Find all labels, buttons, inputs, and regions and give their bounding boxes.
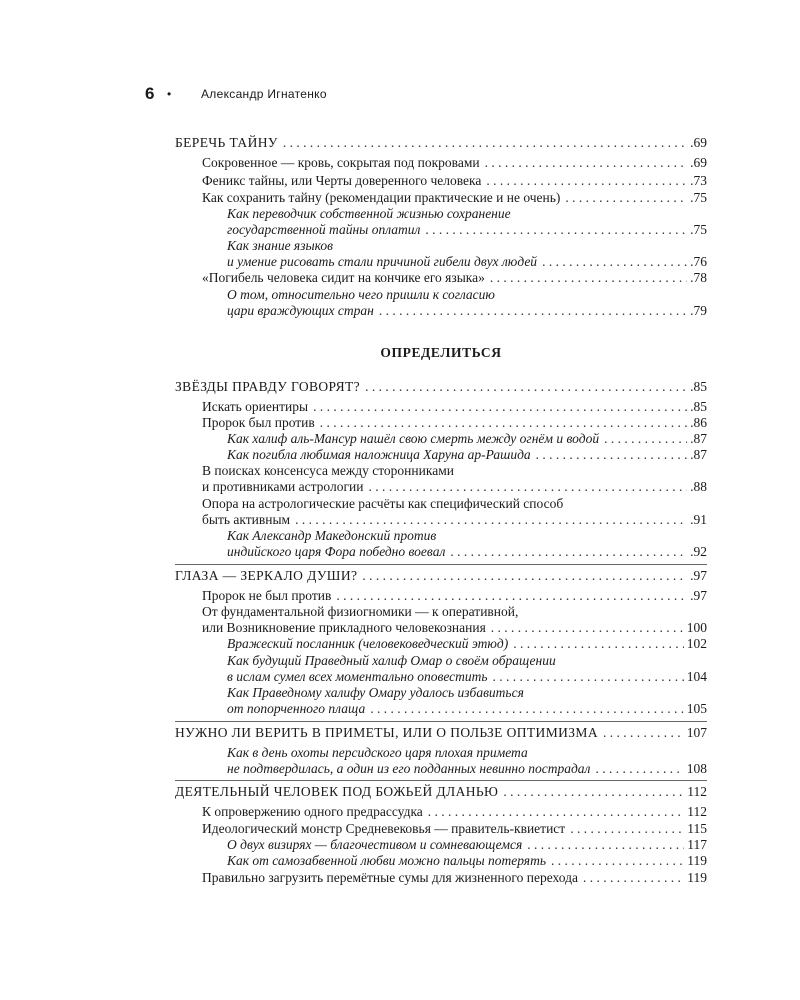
toc-subentry: [175, 685, 707, 701]
leader-dots: [595, 761, 683, 777]
entry-title: Пророк был против: [202, 415, 315, 430]
author-name: Александр Игнатенко: [201, 87, 327, 101]
toc-entry: [175, 604, 707, 620]
leader-dots: [486, 173, 687, 189]
entry-title: О двух визирях — благочестивом и сомневающемся: [227, 837, 523, 852]
leader-dots: [485, 155, 687, 171]
section-title: ДЕЯТЕЛЬНЫЙ ЧЕЛОВЕК ПОД БОЖЬЕЙ ДЛАНЬЮ: [175, 784, 499, 799]
toc-subentry: [175, 238, 707, 254]
entry-title: Искать ориентиры: [202, 399, 309, 414]
page-ref: 112: [687, 784, 707, 799]
entry-title: Опора на астрологические расчёты как специфический способ: [202, 496, 564, 511]
leader-dots: [365, 379, 687, 395]
toc-entry: [175, 155, 707, 171]
entry-title: Как в день охоты персидского царя плохая примета: [227, 745, 528, 760]
entry-title: цари враждующих стран: [227, 303, 374, 318]
entry-title: быть активным: [202, 512, 291, 527]
leader-dots: [491, 620, 684, 636]
toc-subentry: [175, 636, 707, 652]
page-ref: .79: [690, 303, 707, 318]
entry-title: Как от самозабвенной любви можно пальцы потерять: [227, 853, 546, 868]
page-ref: 119: [687, 870, 707, 885]
entry-title: Правильно загрузить перемётные сумы для жизненного перехода: [202, 870, 578, 885]
page-ref: 117: [687, 837, 707, 852]
entry-title: Как Александр Македонский против: [227, 528, 437, 543]
entry-title: от попорченного плаща: [227, 701, 366, 716]
leader-dots: [295, 512, 687, 528]
toc-subentry: [175, 544, 707, 560]
leader-dots: [320, 415, 687, 431]
page-ref: .92: [690, 544, 707, 559]
page-ref: .87: [690, 447, 707, 462]
toc-subentry: [175, 653, 707, 669]
toc-subentry: [175, 303, 707, 319]
leader-dots: [370, 701, 684, 717]
toc-section: [175, 725, 707, 741]
section-divider: [175, 780, 707, 781]
page-ref: 107: [686, 725, 707, 740]
toc-subentry: [175, 287, 707, 303]
entry-title: «Погибель человека сидит на кончике его языка»: [202, 270, 485, 285]
section-title: НУЖНО ЛИ ВЕРИТЬ В ПРИМЕТЫ, ИЛИ О ПОЛЬЗЕ ОПТИМИЗМА: [175, 725, 598, 740]
page-ref: .75: [690, 222, 707, 237]
entry-title: В поисках консенсуса между сторонниками: [202, 463, 454, 478]
section-title: БЕРЕЧЬ ТАЙНУ: [175, 135, 278, 150]
page-ref: .97: [690, 588, 707, 603]
toc-entry: [175, 821, 707, 837]
leader-dots: [527, 837, 684, 853]
page-ref: 112: [687, 804, 707, 819]
leader-dots: [283, 135, 687, 151]
toc-subentry: [175, 431, 707, 447]
toc-section: [175, 135, 707, 151]
toc-subentry: [175, 222, 707, 238]
page-ref: 104: [686, 669, 707, 684]
entry-title: Сокровенное — кровь, сокрытая под покровами: [202, 155, 480, 170]
page-ref: .75: [690, 190, 707, 205]
toc-entry: [175, 463, 707, 479]
entry-title: Как погибла любимая наложница Харуна ар-Рашида: [227, 447, 531, 462]
entry-title: Как переводчик собственной жизнью сохранение: [227, 206, 511, 221]
toc-entry: [175, 270, 707, 286]
entry-title: От фундаментальной физиогномики — к оперативной,: [202, 604, 519, 619]
page-ref: .97: [690, 568, 707, 583]
entry-title: в ислам сумел всех моментально оповестить: [227, 669, 488, 684]
leader-dots: [428, 804, 684, 820]
leader-dots: [379, 303, 687, 319]
leader-dots: [542, 254, 687, 270]
leader-dots: [503, 784, 684, 800]
entry-title: Феникс тайны, или Черты доверенного человека: [202, 173, 482, 188]
toc-subentry: [175, 761, 707, 777]
part-title: ОПРЕДЕЛИТЬСЯ: [380, 345, 502, 360]
entry-title: Как халиф аль-Мансур нашёл свою смерть между огнём и водой: [227, 431, 600, 446]
toc-subentry: [175, 528, 707, 544]
toc-subentry: [175, 745, 707, 761]
section-title: ГЛАЗА — ЗЕРКАЛО ДУШИ?: [175, 568, 358, 583]
toc-subentry: [175, 206, 707, 222]
page-ref: 119: [687, 853, 707, 868]
leader-dots: [450, 544, 687, 560]
toc-entry: [175, 512, 707, 528]
bullet-separator: •: [167, 87, 172, 101]
page-ref: .88: [690, 479, 707, 494]
page-ref: .87: [690, 431, 707, 446]
toc-entry: [175, 399, 707, 415]
running-head: [145, 84, 327, 104]
leader-dots: [536, 447, 687, 463]
leader-dots: [336, 588, 687, 604]
toc-subentry: [175, 701, 707, 717]
entry-title: не подтвердилась, а один из его подданных невинно пострадал: [227, 761, 591, 776]
page-ref: .73: [690, 173, 707, 188]
page-ref: .69: [690, 155, 707, 170]
entry-title: и противниками астрологии: [202, 479, 364, 494]
page-ref: 108: [686, 761, 707, 776]
entry-title: Идеологический монстр Средневековья — правитель-квиетист: [202, 821, 566, 836]
page-ref: .91: [690, 512, 707, 527]
leader-dots: [565, 190, 687, 206]
leader-dots: [490, 270, 687, 286]
entry-title: индийского царя Фора победно воевал: [227, 544, 446, 559]
toc-entry: [175, 190, 707, 206]
toc-entry: [175, 620, 707, 636]
leader-dots: [603, 725, 684, 741]
page-ref: 105: [686, 701, 707, 716]
section-divider: [175, 721, 707, 722]
entry-title: Вражеский посланник (человековедческий этюд): [227, 636, 509, 651]
leader-dots: [583, 870, 684, 886]
toc-subentry: [175, 853, 707, 869]
page-ref: .85: [690, 399, 707, 414]
entry-title: Как знание языков: [227, 238, 334, 253]
page-ref: .69: [690, 135, 707, 150]
entry-title: К опровержению одного предрассудка: [202, 804, 423, 819]
leader-dots: [313, 399, 687, 415]
leader-dots: [551, 853, 684, 869]
entry-title: или Возникновение прикладного человекознания: [202, 620, 486, 635]
leader-dots: [513, 636, 684, 652]
page-ref: .76: [690, 254, 707, 269]
toc-entry: [175, 496, 707, 512]
toc-subentry: [175, 837, 707, 853]
toc-entry: [175, 479, 707, 495]
toc-section: [175, 568, 707, 584]
toc-subentry: [175, 447, 707, 463]
entry-title: государственной тайны оплатил: [227, 222, 421, 237]
section-divider: [175, 564, 707, 565]
entry-title: О том, относительно чего пришли к согласию: [227, 287, 495, 302]
leader-dots: [604, 431, 687, 447]
entry-title: и умение рисовать стали причиной гибели двух людей: [227, 254, 538, 269]
toc-entry: [175, 804, 707, 820]
toc-subentry: [175, 254, 707, 270]
page-ref: 115: [687, 821, 707, 836]
toc-entry: [175, 173, 707, 189]
toc-entry: [175, 588, 707, 604]
section-title: ЗВЁЗДЫ ПРАВДУ ГОВОРЯТ?: [175, 379, 361, 394]
page-ref: .78: [690, 270, 707, 285]
page-number: 6: [145, 84, 155, 103]
page-ref: 102: [686, 636, 707, 651]
leader-dots: [425, 222, 687, 238]
page-ref: .85: [690, 379, 707, 394]
entry-title: Пророк не был против: [202, 588, 332, 603]
toc-section: [175, 379, 707, 395]
leader-dots: [362, 568, 687, 584]
entry-title: Как будущий Праведный халиф Омар о своём обращении: [227, 653, 556, 668]
entry-title: Как сохранить тайну (рекомендации практические и не очень): [202, 190, 561, 205]
toc-entry: [175, 870, 707, 886]
page-ref: .86: [690, 415, 707, 430]
toc-section: [175, 784, 707, 800]
toc-entry: [175, 415, 707, 431]
leader-dots: [493, 669, 684, 685]
toc-subentry: [175, 669, 707, 685]
leader-dots: [368, 479, 687, 495]
leader-dots: [570, 821, 684, 837]
page-ref: 100: [686, 620, 707, 635]
entry-title: Как Праведному халифу Омару удалось избавиться: [227, 685, 524, 700]
